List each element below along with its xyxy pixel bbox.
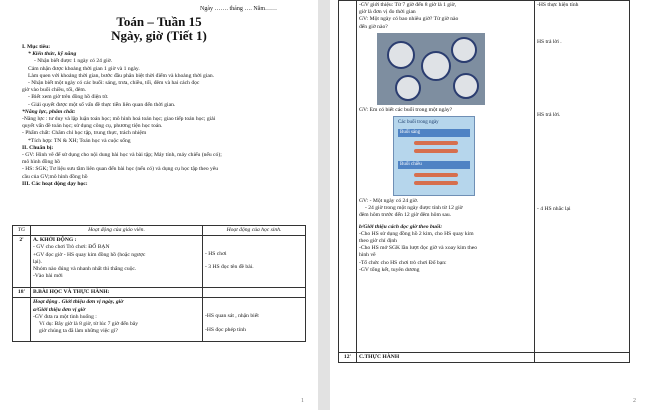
time-cell bbox=[13, 298, 31, 342]
page-2 bbox=[330, 0, 650, 410]
text-line: quyết vấn đề toán học; sử dụng công cụ, phương tiện học toán. bbox=[22, 123, 163, 130]
page-1 bbox=[0, 0, 318, 410]
text-line: *Tích hợp: TN & XH; Toán học và cuộc sống bbox=[28, 137, 131, 144]
text-line: -Cho HS mở SGK lần lượt đọc giờ và xoay kim theo bbox=[359, 245, 478, 252]
afternoon-bar: Buổi chiều bbox=[398, 161, 470, 169]
text-line: -Năng lực : tư duy và lập luận toán học; mô hình hoá toán học; giao tiếp toán học; giải bbox=[22, 116, 216, 123]
heading-chuan-bi: II. Chuẩn bị: bbox=[22, 144, 54, 151]
marker-icon bbox=[414, 173, 458, 177]
student-cell bbox=[535, 353, 630, 363]
text-line: -GV đưa ra một tình huống : bbox=[33, 313, 97, 320]
student-cell bbox=[203, 236, 306, 288]
clock-icon bbox=[395, 75, 421, 101]
text-line: Cảm nhận được khoảng thời gian 1 giờ và 1 ngày. bbox=[28, 65, 140, 72]
clock-icon bbox=[453, 73, 479, 99]
text-line: giờ chúng ta đã làm những việc gì? bbox=[39, 328, 118, 335]
text-line: mô hình đồng hồ bbox=[22, 159, 61, 166]
text-line: hình vẽ bbox=[359, 252, 376, 259]
text-line: - Nhận biết được 1 ngày có 24 giờ. bbox=[34, 58, 113, 65]
text-line: - Nhận biết một ngày có các buổi: sáng, trưa, chiều, tối, đêm và hai cách đọc bbox=[28, 80, 200, 87]
time-cell: 2' bbox=[13, 236, 31, 288]
text-line: cầu của GV;mô hình đồng hồ bbox=[22, 173, 88, 180]
clock-photo bbox=[377, 33, 485, 105]
text-line: theo giờ chỉ định bbox=[359, 238, 397, 245]
marker-icon bbox=[414, 149, 458, 153]
teacher-cell bbox=[31, 298, 203, 342]
page-number: 2 bbox=[633, 398, 636, 404]
student-cell bbox=[203, 298, 306, 342]
text-line: HS trả lời. bbox=[537, 112, 561, 119]
text-line: - 4 HS nhắc lại bbox=[537, 205, 571, 212]
table-header-row bbox=[13, 226, 306, 236]
morning-bar: Buổi sáng bbox=[398, 129, 470, 137]
text-line: GV: - Một ngày có 24 giờ. bbox=[359, 198, 419, 205]
text-line: -GV tổng kết, tuyên dương bbox=[359, 266, 420, 273]
page-number: 1 bbox=[301, 398, 304, 404]
section-heading: A. KHỞI ĐỘNG : bbox=[33, 237, 77, 244]
text-line: Ví dụ: Bây giờ là 8 giờ, từ lúc 7 giờ đến bây bbox=[39, 321, 139, 328]
table-row bbox=[13, 236, 306, 288]
table-row bbox=[13, 288, 306, 298]
clock-icon bbox=[451, 37, 477, 63]
text-line: - GV: Hình vẽ để sử dụng cho nội dung bài học và bài tập; Máy tính, máy chiếu (nếu có); bbox=[22, 152, 222, 159]
teacher-cell bbox=[357, 1, 535, 353]
clock-icon bbox=[421, 51, 451, 81]
marker-icon bbox=[414, 141, 458, 145]
text-line: b/Giới thiệu cách đọc giờ theo buổi: bbox=[359, 223, 443, 230]
text-line: -Cho HS sử dụng đồng hồ 2 kim, cho HS quay kim bbox=[359, 230, 474, 237]
text-line: - 3 HS đọc tên đề bài. bbox=[205, 264, 254, 271]
text-line: -GV giới thiệu: Từ 7 giờ đến 8 giờ là 1 giờ, bbox=[359, 2, 457, 8]
text-line: -Tổ chức cho HS chơi trò chơi Đố bạn: bbox=[359, 259, 447, 266]
heading-kien-thuc: * Kiến thức, kỹ năng bbox=[28, 51, 77, 58]
teacher-cell: B.BÀI HỌC VÀ THỰC HÀNH: bbox=[31, 288, 203, 298]
table-row bbox=[13, 298, 306, 342]
time-cell: 18' bbox=[13, 288, 31, 298]
text-line: giờ vào buổi chiều, tối, đêm. bbox=[22, 87, 87, 94]
student-cell bbox=[203, 288, 306, 298]
date-line: Ngày ……. tháng …. Năm…… bbox=[200, 6, 277, 12]
clock-icon bbox=[387, 41, 415, 69]
lesson-subtitle: Ngày, giờ (Tiết 1) bbox=[111, 28, 207, 43]
text-line: - Biết xem giờ trên đồng hồ điện tử. bbox=[28, 94, 109, 101]
text-line: - Giải quyết được một số vấn đề thực tiễn liên quan đến thời gian. bbox=[28, 101, 176, 108]
col-header-tg: TG bbox=[13, 226, 31, 236]
page-gap bbox=[318, 0, 330, 410]
teacher-cell bbox=[31, 236, 203, 288]
text-line: - 24 giờ trong một ngày được tính từ 12 giờ bbox=[365, 205, 463, 212]
text-line: GV: Em có biết các buổi trong một ngày? bbox=[359, 106, 453, 113]
text-line: +GV đọc giờ - HS quay kim đồng hồ (hoặc ngược bbox=[33, 251, 146, 258]
text-line: -HS đọc phép tính bbox=[205, 326, 246, 333]
teacher-cell: C.THỰC HÀNH bbox=[357, 353, 535, 363]
activities-table-continued bbox=[338, 0, 630, 363]
heading-pham-chat: *Năng lực, phẩm chất: bbox=[22, 108, 76, 115]
marker-icon bbox=[414, 181, 458, 185]
text-line: - GV cho chơi Trò chơi: ĐỐ BẠN bbox=[33, 244, 110, 251]
text-line: đến giờ nào? bbox=[359, 23, 388, 30]
text-line: -Vào bài mới bbox=[33, 273, 63, 280]
text-line: - HS: SGK; Tư liệu sưu tầm liên quan đến bài học (nếu có) và dụng cụ học tập theo yêu bbox=[22, 166, 219, 173]
text-line: GV: Một ngày có bao nhiêu giờ? Từ giờ nào bbox=[359, 16, 459, 23]
table-row bbox=[339, 353, 630, 363]
text-line: - Phẩm chất: Chăm chỉ học tập, trung thực, trách nhiệm bbox=[22, 130, 147, 137]
col-header-gv: Hoạt động của giáo viên. bbox=[31, 226, 203, 236]
time-cell: 12' bbox=[339, 353, 357, 363]
student-cell bbox=[535, 1, 630, 353]
text-line: Hoạt động . Giới thiệu đơn vị ngày, giờ bbox=[33, 299, 124, 306]
picture-header: Các buổi trong ngày bbox=[398, 120, 439, 126]
text-line: lại). bbox=[33, 258, 42, 265]
text-line: HS trả lời . bbox=[537, 39, 562, 46]
heading-muc-tieu: I. Mục tiêu: bbox=[22, 44, 51, 50]
day-periods-picture bbox=[393, 116, 475, 196]
col-header-hs: Hoạt động của học sinh. bbox=[203, 226, 306, 236]
text-line: Nhóm nào đúng và nhanh nhất thì thắng cuộc. bbox=[33, 266, 137, 273]
text-line: - HS chơi bbox=[205, 251, 227, 258]
heading-hoat-dong: III. Các hoạt động dạy học: bbox=[22, 180, 88, 187]
text-line: -HS quan sát , nhận biết bbox=[205, 313, 259, 320]
objectives-section bbox=[22, 44, 304, 188]
text-line: Làm quen với khoảng thời gian, bước đầu phân biệt thời điểm và khoảng thời gian. bbox=[28, 72, 215, 79]
text-line: đêm hôm trước đến 12 giờ đêm hôm sau. bbox=[359, 212, 452, 219]
activities-table bbox=[12, 225, 306, 342]
text-line: -HS thực hiện tính bbox=[537, 2, 579, 8]
time-cell bbox=[339, 1, 357, 353]
lesson-title: Toán – Tuần 15 bbox=[116, 14, 202, 29]
text-line: a/Giới thiệu đơn vị giờ bbox=[33, 306, 86, 313]
table-row bbox=[339, 1, 630, 353]
text-line: giờ là đơn vị đo thời gian bbox=[359, 9, 416, 16]
